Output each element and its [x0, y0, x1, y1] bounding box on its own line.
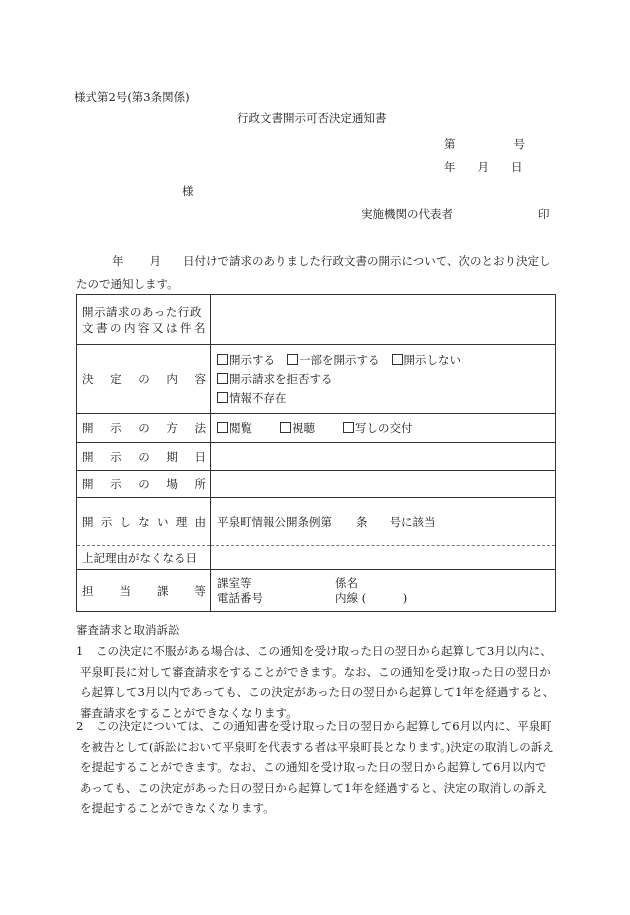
table-row — [77, 471, 556, 498]
reason-ordinance: 平泉町情報公開条例第 — [217, 514, 332, 529]
row-label-char: 内 — [166, 372, 178, 386]
row-label-char: 文 — [82, 320, 94, 335]
row-label-char: 示 — [110, 477, 122, 491]
note-2-text: この決定については、この通知書を受け取った日の翌日から起算して6月以内に、平泉町を被告として(訴訟において平泉町を代表する者は平泉町長となります。)決定の取消しの訴えを提起することができます。なお、この通知を受け取った日の翌日から起算して6月以内であっても、この決定があった日の翌日から起算して1年を経過すると、決定の取消しの訴えを提起することができなくなります。 — [80, 719, 554, 815]
extension-label: 内線 ( ) — [335, 590, 408, 605]
checkbox-label: 開示する — [229, 352, 275, 367]
checkbox-option[interactable] — [217, 420, 252, 436]
row-label-char: 書 — [96, 320, 108, 335]
row-label-char: 所 — [194, 477, 206, 491]
checkbox[interactable] — [280, 422, 291, 433]
decision-table — [76, 294, 556, 612]
intro-month: 月 — [149, 254, 161, 268]
note-1-number: 1 — [76, 644, 84, 658]
row-label-char: 理 — [175, 514, 188, 529]
intro-paragraph — [76, 250, 554, 296]
checkbox-label: 写しの交付 — [355, 421, 413, 435]
seal-mark: 印 — [538, 207, 550, 221]
department-cell — [211, 570, 556, 612]
row-label-char: は — [166, 320, 178, 335]
table-row — [77, 414, 556, 443]
row-label-char: 示 — [110, 421, 122, 435]
option-refuse: 開示請求を拒否する — [229, 371, 333, 386]
row-label-char: 開 — [82, 421, 94, 435]
row-label-method — [77, 414, 211, 443]
disclosure-date-cell[interactable] — [211, 443, 556, 471]
row-label-decision — [77, 345, 211, 414]
row-label-char: 内 — [124, 320, 136, 335]
row-label-char: 開 — [82, 477, 94, 491]
row-label-reason-end: 上記理由がなくなる日 — [77, 546, 211, 570]
row-label-char: 容 — [194, 372, 206, 386]
row-label-char: 示 — [100, 514, 113, 529]
row-label-document: 開示請求のあった行政 文 書 の 内 容 又 は 件 名 — [77, 295, 211, 345]
reason-article: 条 — [356, 514, 368, 529]
row-label-char: 名 — [194, 320, 206, 335]
addressee: 様 — [182, 184, 194, 198]
note-2-number: 2 — [76, 719, 84, 733]
disclosure-place-cell[interactable] — [211, 471, 556, 498]
row-label-char: の — [110, 320, 122, 335]
phone-label: 電話番号 — [217, 590, 263, 605]
notes-title: 審査請求と取消訴訟 — [76, 623, 180, 637]
checkbox-option[interactable] — [392, 351, 462, 370]
checkbox-label: 視聴 — [292, 421, 315, 435]
row-label-char: 又 — [152, 320, 164, 335]
intro-year: 年 — [112, 254, 124, 268]
reason-cell — [211, 498, 556, 546]
row-label-char: 容 — [138, 320, 150, 335]
checkbox[interactable] — [287, 354, 298, 365]
row-label-char: 定 — [110, 372, 122, 386]
checkbox-option[interactable] — [287, 351, 380, 370]
dept-label: 課室等 — [217, 575, 252, 590]
checkbox-option[interactable] — [343, 420, 413, 436]
checkbox-option[interactable] — [280, 420, 315, 436]
reason-item: 号に該当 — [389, 514, 436, 529]
row-label-char: 当 — [119, 583, 131, 598]
checkbox[interactable] — [343, 422, 354, 433]
day-label: 日 — [511, 160, 523, 174]
method-options — [211, 414, 556, 443]
row-label-char: 期 — [166, 449, 178, 464]
table-row — [77, 345, 556, 414]
note-2 — [76, 716, 556, 819]
table-row — [77, 295, 556, 345]
checkbox-label: 開示しない — [403, 352, 461, 367]
number-label: 第 — [444, 137, 456, 151]
row-label-char: 法 — [194, 421, 206, 435]
row-label-date — [77, 443, 211, 471]
checkbox[interactable] — [217, 373, 228, 384]
row-label-char: の — [138, 477, 150, 491]
row-label-char: の — [138, 449, 150, 464]
document-number — [444, 136, 525, 152]
row-label-document-line2 — [82, 320, 206, 336]
row-label-char: い — [157, 514, 169, 529]
month-label: 月 — [477, 160, 489, 174]
checkbox-option[interactable] — [217, 351, 275, 370]
option-nonexistent: 情報不存在 — [229, 390, 287, 405]
row-label-char: 由 — [194, 514, 206, 529]
row-label-char: 課 — [157, 583, 169, 598]
document-title: 行政文書開示可否決定通知書 — [237, 111, 387, 125]
checkbox[interactable] — [392, 354, 403, 365]
number-suffix: 号 — [513, 137, 525, 151]
reason-end-date-cell[interactable] — [211, 546, 556, 570]
section-label: 係名 — [335, 575, 358, 590]
checkbox[interactable] — [217, 392, 228, 403]
row-label-char: の — [138, 372, 150, 386]
checkbox[interactable] — [217, 422, 228, 433]
row-label-char: の — [138, 421, 150, 435]
row-label-char: し — [119, 514, 131, 529]
checkbox-label: 一部を開示する — [299, 352, 380, 367]
note-1-text: この決定に不服がある場合は、この通知を受け取った日の翌日から起算して3月以内に、平泉町長に対して審査請求をすることができます。なお、この通知を受け取った日の翌日から起算して3月以内であっても、この決定があった日の翌日から起算して1年を経過すると、審査請求をすることができなくなります。 — [80, 644, 555, 720]
table-row — [77, 443, 556, 471]
row-label-char: 方 — [166, 421, 178, 435]
document-content-cell[interactable] — [211, 295, 556, 345]
row-label-char: 等 — [194, 583, 206, 598]
issue-date — [444, 159, 523, 175]
checkbox-label: 閲覧 — [229, 421, 252, 435]
table-row — [77, 498, 556, 546]
row-label-char: 開 — [82, 449, 94, 464]
row-label-char: 決 — [82, 372, 94, 386]
row-label-char: な — [138, 514, 150, 529]
sender: 実施機関の代表者 — [361, 207, 453, 221]
row-label-char: 担 — [82, 583, 94, 598]
form-number: 様式第2号(第3条関係) — [74, 90, 190, 104]
decision-options — [211, 345, 556, 414]
row-label-department — [77, 570, 211, 612]
note-1 — [76, 641, 556, 723]
row-label-char: 日 — [194, 449, 206, 464]
row-label-place — [77, 471, 211, 498]
table-row — [77, 546, 556, 570]
table-row — [77, 570, 556, 612]
row-label-char: 開 — [82, 514, 94, 529]
row-label-char: 場 — [166, 477, 178, 491]
row-label-char: 件 — [180, 320, 192, 335]
intro-text: 日付けで請求のありました行政文書の開示について、次のとおり決定したので通知します。 — [76, 254, 551, 291]
row-label-reason — [77, 498, 211, 546]
checkbox[interactable] — [217, 354, 228, 365]
row-label-char: 示 — [110, 449, 122, 464]
year-label: 年 — [444, 160, 456, 174]
